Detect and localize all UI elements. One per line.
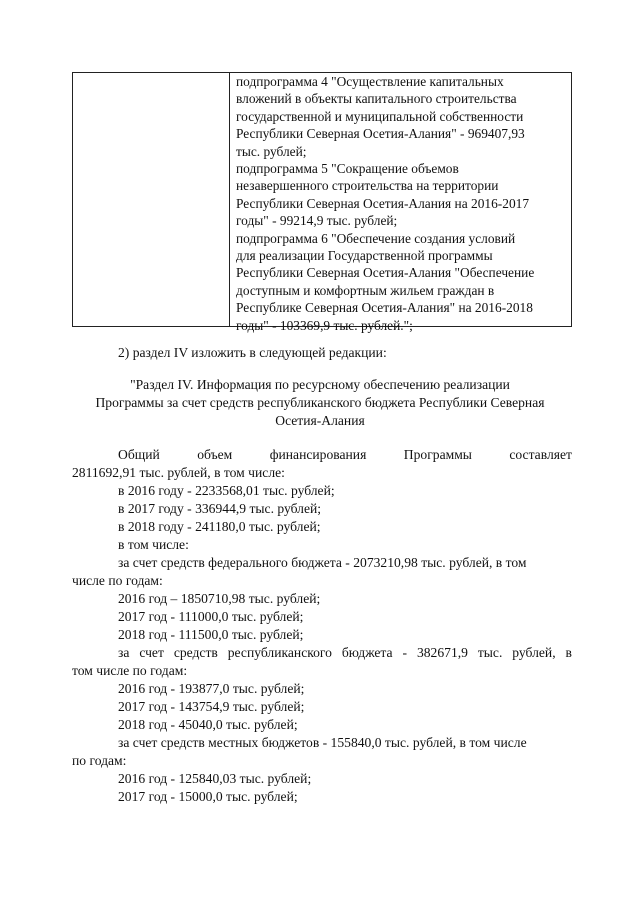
table-line: государственной и муниципальной собственности xyxy=(236,108,524,124)
word: тыс. xyxy=(477,645,503,660)
local-2017-line: 2017 год - 15000,0 тыс. рублей; xyxy=(118,789,298,804)
word: бюджета xyxy=(341,645,393,660)
table-line: подпрограмма 6 "Обеспечение создания условий xyxy=(236,230,516,246)
local-budget-line: за счет средств местных бюджетов - 155840,0 тыс. рублей, в том числе xyxy=(118,735,527,750)
section-title-line-1: "Раздел IV. Информация по ресурсному обеспечению реализации xyxy=(130,377,510,392)
word: республиканского xyxy=(227,645,332,660)
republic-budget-line xyxy=(118,644,572,662)
table-line: годы" - 99214,9 тыс. рублей; xyxy=(236,213,398,229)
total-volume-line xyxy=(118,446,572,464)
table-right-cell xyxy=(231,73,571,333)
table-line: годы" - 103369,9 тыс. рублей."; xyxy=(236,317,413,333)
table-line: Республики Северная Осетия-Алания на 2016-2017 xyxy=(236,195,530,211)
word: Программы xyxy=(403,447,472,462)
item-2-text: 2) раздел IV изложить в следующей редакции: xyxy=(118,345,387,360)
federal-2017-line: 2017 год - 111000,0 тыс. рублей; xyxy=(118,609,304,624)
table-line: для реализации Государственной программы xyxy=(236,248,493,264)
section-title-line-2: Программы за счет средств республиканского бюджета Республики Северная xyxy=(95,395,545,410)
republic-budget-cont: том числе по годам: xyxy=(72,663,188,678)
local-budget-cont: по годам: xyxy=(72,753,127,768)
republic-2018-line: 2018 год - 45040,0 тыс. рублей; xyxy=(118,717,298,732)
word: средств xyxy=(173,645,218,660)
including-line: в том числе: xyxy=(118,537,189,552)
republic-2016-line: 2016 год - 193877,0 тыс. рублей; xyxy=(118,681,305,696)
table-line: подпрограмма 5 "Сокращение объемов xyxy=(236,161,459,177)
word: рублей, xyxy=(512,645,556,660)
word: объем xyxy=(197,447,233,462)
word: финансирования xyxy=(269,447,367,462)
table-line: Республике Северная Осетия-Алания" на 2016-2018 xyxy=(236,300,533,316)
table-left-cell xyxy=(73,73,230,326)
year-2018-line: в 2018 году - 241180,0 тыс. рублей; xyxy=(118,519,321,534)
table-line: Республики Северная Осетия-Алания "Обеспечение xyxy=(236,265,535,281)
table-line: незавершенного строительства на территории xyxy=(236,178,499,194)
year-2017-line: в 2017 году - 336944,9 тыс. рублей; xyxy=(118,501,322,516)
financing-table xyxy=(72,72,572,333)
word: Общий xyxy=(118,447,160,462)
federal-budget-cont: числе по годам: xyxy=(72,573,163,588)
table-line: доступным и комфортным жильем граждан в xyxy=(236,282,495,298)
word: 382671,9 xyxy=(416,645,468,660)
local-2016-line: 2016 год - 125840,03 тыс. рублей; xyxy=(118,771,312,786)
table-line: подпрограмма 4 "Осуществление капитальных xyxy=(236,74,504,89)
word: за xyxy=(118,645,130,660)
republic-2017-line: 2017 год - 143754,9 тыс. рублей; xyxy=(118,699,305,714)
federal-2018-line: 2018 год - 111500,0 тыс. рублей; xyxy=(118,627,304,642)
year-2016-line: в 2016 году - 2233568,01 тыс. рублей; xyxy=(118,483,335,498)
federal-2016-line: 2016 год – 1850710,98 тыс. рублей; xyxy=(118,591,321,606)
word: составляет xyxy=(509,447,572,462)
word: счет xyxy=(139,645,164,660)
table-line: вложений в объекты капитального строительства xyxy=(236,91,517,107)
word: - xyxy=(402,645,408,660)
section-title-line-3: Осетия-Алания xyxy=(275,413,365,428)
federal-budget-line: за счет средств федерального бюджета - 2073210,98 тыс. рублей, в том xyxy=(118,555,527,570)
word: в xyxy=(565,645,572,660)
table-line: тыс. рублей; xyxy=(236,143,307,159)
table-line: Республики Северная Осетия-Алания" - 969407,93 xyxy=(236,126,525,142)
total-volume-cont: 2811692,91 тыс. рублей, в том числе: xyxy=(72,465,285,480)
